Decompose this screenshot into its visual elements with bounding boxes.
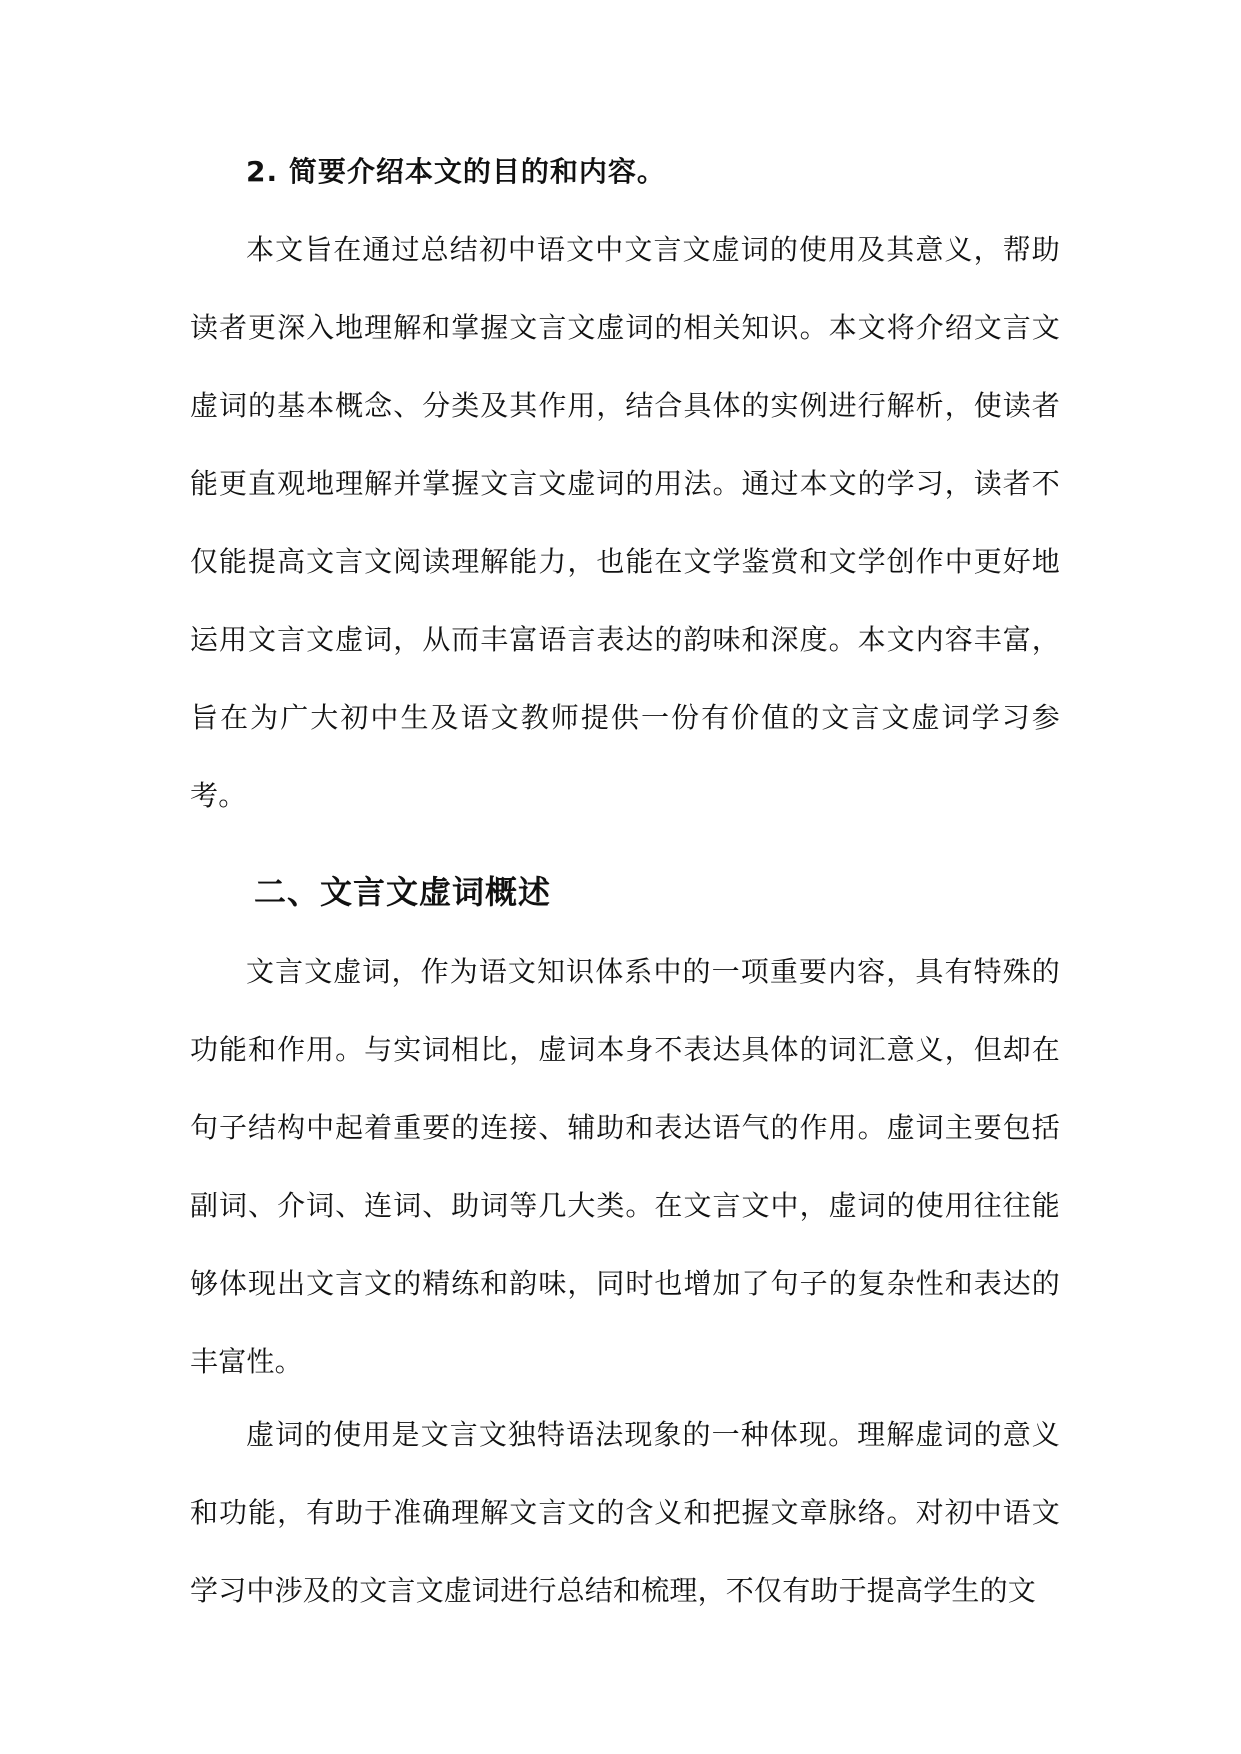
paragraph-overview: 文言文虚词，作为语文知识体系中的一项重要内容，具有特殊的功能和作用。与实词相比，虚词本身不表达具体的词汇意义，但却在句子结构中起着重要的连接、辅助和表达语气的作用。虚词主要包括副词、介词、连词、助词等几大类。在文言文中，虚词的使用往往能够体现出文言文的精练和韵味，同时也增加了句子的复杂性和表达的丰富性。 [190,955,1060,1378]
paragraph-usage: 虚词的使用是文言文独特语法现象的一种体现。理解虚词的意义和功能，有助于准确理解文言文的含义和把握文章脉络。对初中语文学习中涉及的文言文虚词进行总结和梳理，不仅有助于提高学生的文 [190,1418,1060,1607]
subheading: 2. 简要介绍本文的目的和内容。 [246,155,666,188]
paragraph-purpose: 本文旨在通过总结初中语文中文言文虚词的使用及其意义，帮助读者更深入地理解和掌握文言文虚词的相关知识。本文将介绍文言文虚词的基本概念、分类及其作用，结合具体的实例进行解析，使读者能更直观地理解并掌握文言文虚词的用法。通过本文的学习，读者不仅能提高文言文阅读理解能力，也能在文学鉴赏和文学创作中更好地运用文言文虚词，从而丰富语言表达的韵味和深度。本文内容丰富，旨在为广大初中生及语文教师提供一份有价值的文言文虚词学习参考。 [190,233,1060,812]
section-heading: 二、文言文虚词概述 [254,873,552,911]
